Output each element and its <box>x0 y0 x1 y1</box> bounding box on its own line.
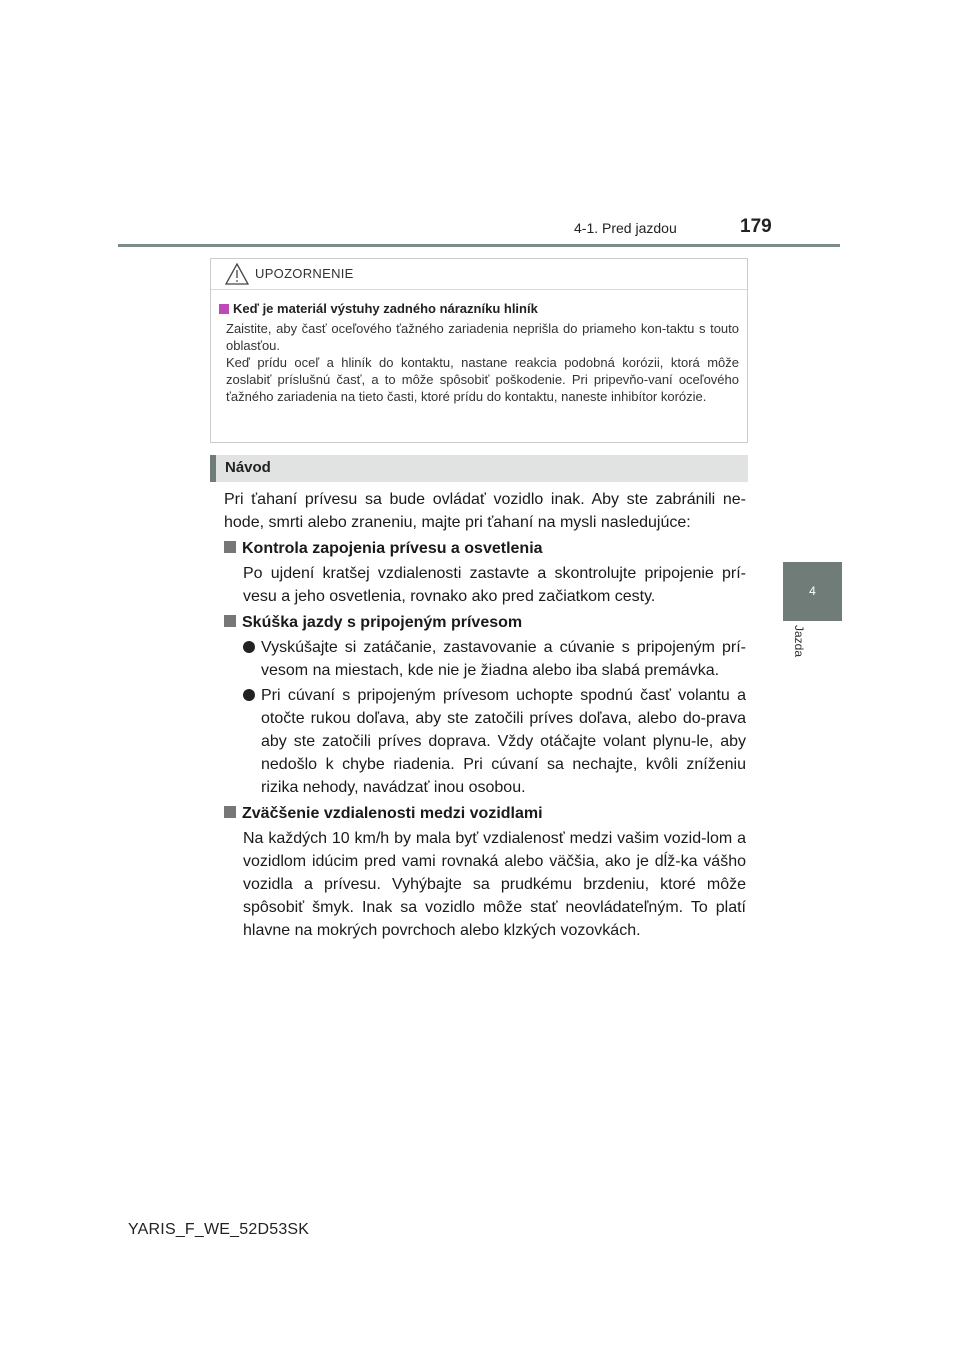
square-bullet-icon <box>224 806 236 818</box>
warning-title-bar <box>211 259 747 290</box>
list-item: Vyskúšajte si zatáčanie, zastavovanie a cúvanie s pripojeným prí-vesom na miestach, kde nie je žiadna alebo iba slabá premávka. <box>243 636 746 682</box>
warning-body <box>219 301 739 405</box>
round-bullet-icon <box>243 641 255 653</box>
body-paragraph: Po ujdení kratšej vzdialenosti zastavte a skontrolujte pripojenie prí-vesu a jeho osvetlenia, rovnako ako pred začiatkom cesty. <box>243 565 746 605</box>
round-bullet-icon <box>243 689 255 701</box>
warning-triangle-icon <box>225 263 249 285</box>
main-content <box>224 488 746 948</box>
body-paragraph: Na každých 10 km/h by mala byť vzdialenosť medzi vašim vozid-lom a vozidlom idúcim pred vami rovnaká alebo väčšia, ako je dĺž-ka vášho vozidla a prívesu. Vyhýbajte sa prudkému brzdeniu, ktoré môže spôsobiť šmyk. Inak sa vozidlo môže stať neovládateľným. To platí hlavne na mokrých povrchoch alebo klzkých vozovkách. <box>243 830 746 939</box>
warning-title: UPOZORNENIE <box>255 266 354 281</box>
square-bullet-icon <box>224 541 236 553</box>
document-code: YARIS_F_WE_52D53SK <box>128 1221 310 1238</box>
warning-paragraph: Zaistite, aby časť oceľového ťažného zariadenia neprišla do priameho kon-taktu s touto oblasťou. <box>226 321 739 353</box>
header-rule <box>118 244 840 247</box>
square-bullet-icon <box>224 615 236 627</box>
warning-heading: Keď je materiál výstuhy zadného nárazníku hliník <box>219 301 739 316</box>
warning-paragraph: Keď prídu oceľ a hliník do kontaktu, nastane reakcia podobná korózii, ktorá môže zoslabiť príslušnú časť, a to môže spôsobiť poškodenie. Pri pripevňo-vaní oceľového ťažného zariadenia na tieto časti, ktoré prídu do kontaktu, naneste inhibítor korózie. <box>226 355 739 404</box>
chapter-label: Jazda <box>792 625 806 658</box>
subheading-distance: Zväčšenie vzdialenosti medzi vozidlami <box>224 805 746 823</box>
section-bar <box>210 455 748 482</box>
subheading-test-drive: Skúška jazdy s pripojeným prívesom <box>224 614 746 632</box>
warning-box <box>210 258 748 443</box>
subheading-hitch-check: Kontrola zapojenia prívesu a osvetlenia <box>224 540 746 558</box>
list-item: Pri cúvaní s pripojeným prívesom uchopte spodnú časť volantu a otočte rukou doľava, aby ste zatočili príves doľava, alebo do-prava aby ste zatočili príves doprava. Vždy otáčajte volant plynu-le, aby nedošlo k chybe riadenia. Pri cúvaní sa nechajte, kvôli zníženiu rizika nehody, navádzať inou osobou. <box>243 684 746 799</box>
intro-paragraph: Pri ťahaní prívesu sa bude ovládať vozidlo inak. Aby ste zabránili ne-hode, smrti alebo zraneniu, majte pri ťahaní na mysli nasledujúce: <box>224 491 746 531</box>
chapter-tab: 4 <box>783 562 842 621</box>
section-title: Návod <box>225 459 271 476</box>
header-section-title: 4-1. Pred jazdou <box>574 220 677 236</box>
square-bullet-icon <box>219 304 229 314</box>
page-number: 179 <box>740 216 772 237</box>
section-bar-accent <box>210 455 216 482</box>
